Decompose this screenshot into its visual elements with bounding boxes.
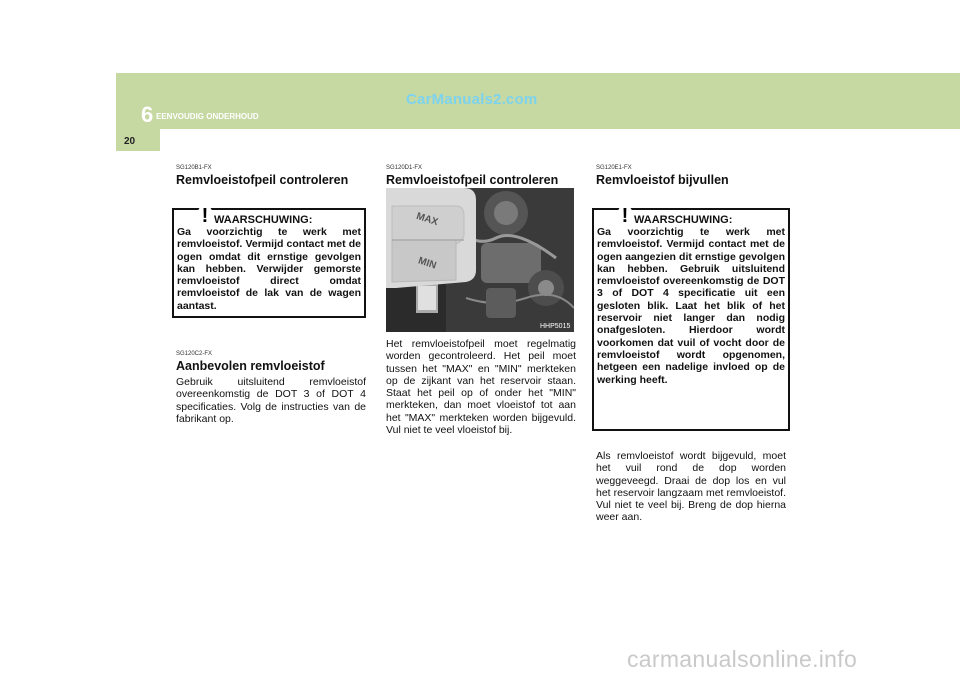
chapter-number: 6 [141, 102, 154, 127]
section-body: Als remvloeistof wordt bijgevuld, moet het vuil rond de dop worden weggeveegd. Draai de dop los en vul het reservoir langzaam met remvloeistof. Vul niet te veel bij. Breng de dop hierna weer aan. [596, 450, 786, 524]
section-body: Het remvloeistofpeil moet regelmatig worden gecontroleerd. Het peil moet tussen het "MAX" en "MIN" merkteken op de zijkant van het reservoir staan. Staat het peil op of onder het "MIN" merkteken, dan moet vloeistof tot aan het "MAX" merkteken worden bijgevuld. Vul niet te veel vloeistof bij. [386, 338, 576, 437]
column-2 [386, 164, 576, 187]
section-heading: Aanbevolen remvloeistof [176, 359, 325, 373]
warning-title: WAARSCHUWING: [634, 214, 733, 226]
photo-code: HHP5015 [540, 323, 571, 330]
max-mark-label: MAX [414, 210, 440, 229]
min-mark-label: MIN [416, 255, 438, 272]
svg-text:!: ! [621, 205, 629, 226]
section-heading: Remvloeistofpeil controleren [176, 173, 349, 187]
warning-text: Ga voorzichtig te werk met remvloeistof. Vermijd contact met de ogen omdat dit ernstige gevolgen kan hebben. Verwijder gemorste remvloeistof direct omdat remvloeistof de lak van de wagen aantast. [177, 226, 361, 312]
column-3-body [596, 450, 786, 524]
warning-box [172, 205, 366, 318]
section-body: Gebruik uitsluitend remvloeistof overeenkomstig de DOT 3 of DOT 4 specificaties. Volg de instructies van de fabrikant op. [176, 376, 366, 425]
svg-text:!: ! [201, 205, 209, 226]
warning-title: WAARSCHUWING: [214, 214, 313, 226]
warning-text: Ga voorzichtig te werk met remvloeistof. Vermijd contact met de ogen aangezien dit ernstige gevolgen kan hebben. Gebruik uitsluitend remvloeistof overeenkomstig de DOT 3 of DOT 4 specificatie uit een gesloten blik. Laat het blik of het reservoir niet langer dan nodig onafgesloten. Hierdoor wordt voorkomen dat vuil of vocht door de remvloeistof wordt opgenomen, hetgeen een nadelige invloed op de werking heeft. [597, 226, 785, 386]
reservoir-illustration [386, 188, 574, 332]
column-3 [596, 164, 786, 187]
column-2-body [386, 338, 576, 436]
brake-fluid-reservoir-photo [386, 188, 574, 332]
section-code: SG120E1-FX [596, 165, 632, 171]
section-heading: Remvloeistof bijvullen [596, 173, 729, 187]
column-1-section-2 [176, 350, 366, 425]
section-code: SG120C2-FX [176, 351, 213, 357]
watermark-top-link[interactable]: CarManuals2.com [406, 91, 538, 108]
watermark-bottom-link[interactable]: carmanualsonline.info [627, 646, 858, 672]
section-code: SG120D1-FX [386, 165, 423, 171]
page-number: 20 [124, 136, 136, 147]
page-number-tab [116, 129, 160, 151]
section-heading: Remvloeistofpeil controleren [386, 173, 559, 187]
warning-box [592, 205, 790, 431]
column-1 [176, 164, 366, 187]
chapter-title: EENVOUDIG ONDERHOUD [156, 112, 259, 121]
section-code: SG120B1-FX [176, 165, 212, 171]
